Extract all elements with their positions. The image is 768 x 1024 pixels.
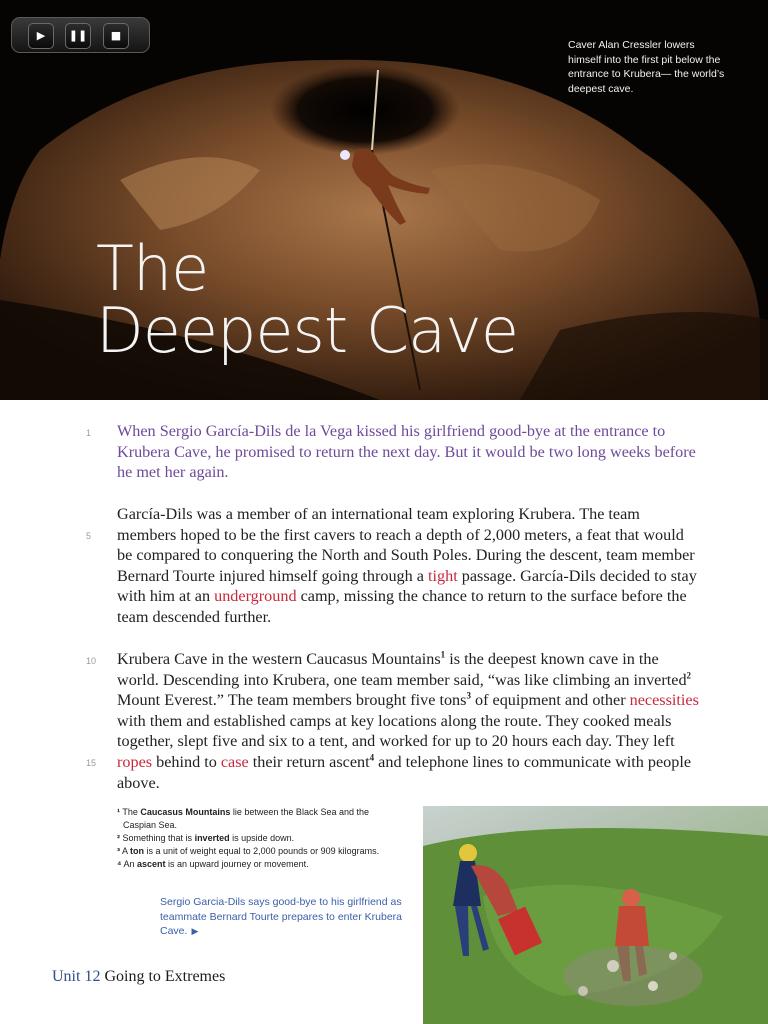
footnote-ref: 1: [440, 649, 446, 660]
text-run: García-Dils was a member of an international team exploring Krubera. The team members hoped to be the first cavers to reach a depth of 2,000 meters, a feat that would be compared to conquering the North and South Poles. During the descent, team member Bernard Tourte injured himself going through a: [117, 505, 695, 585]
footnote-text: The: [122, 807, 141, 817]
media-controls: [11, 17, 150, 53]
footnote-text: An: [123, 859, 137, 869]
text-run: and telephone lines to communicate with people above.: [117, 752, 692, 792]
footnote-term: ton: [130, 846, 145, 856]
text-run: Krubera Cave in the western Caucasus Mountains: [117, 650, 441, 668]
text-run: Mount Everest.” The team members brought five tons: [117, 691, 467, 710]
glossary-word-underground[interactable]: underground: [214, 587, 297, 606]
paragraph-3: [117, 649, 702, 793]
footnote-term: inverted: [194, 833, 230, 843]
text-run: behind to: [152, 752, 221, 771]
footnote-text: is a unit of weight equal to 2,000 pounds or 909 kilograms.: [144, 846, 380, 856]
footnote-text: is upside down.: [229, 833, 295, 843]
glossary-word-case[interactable]: case: [220, 752, 249, 771]
footnote-number: ⁴: [117, 859, 122, 869]
footnote: [117, 806, 407, 832]
footnote-ref: 4: [369, 752, 375, 763]
footnote-ref: 2: [686, 670, 692, 681]
stop-icon[interactable]: ■: [103, 23, 129, 49]
footnote: [117, 845, 407, 858]
arrow-right-icon: ▶: [191, 926, 199, 936]
hero-photo: [0, 0, 768, 400]
text-run: of equipment and other: [470, 691, 630, 710]
footnote-text: lie between the Black Sea and the: [230, 807, 369, 817]
footnote-number: ³: [117, 846, 120, 856]
footnote-text: Something that is: [122, 833, 195, 843]
footnote-ref: 3: [466, 690, 471, 701]
photo-caption: [160, 895, 405, 939]
footnote-term: ascent: [136, 859, 166, 869]
cave-entrance-photo: [423, 806, 768, 1024]
hillside-illustration: [423, 806, 768, 1024]
footnotes: [117, 806, 407, 871]
text-run: with them and established camps at key locations along the route. They cooked meals together, slept five and six to a tent, and worked for up to 20 hours each day. They left: [117, 711, 675, 751]
hero-caption: Caver Alan Cressler lowers himself into the first pit below the entrance to Krubera— the world’s deepest cave.: [568, 39, 725, 95]
glossary-word-tight[interactable]: tight: [428, 566, 458, 585]
unit-number: Unit 12: [52, 968, 101, 985]
title-line-1: The: [96, 232, 209, 305]
line-number: 15: [86, 758, 97, 768]
pause-icon[interactable]: ❚❚: [65, 23, 91, 49]
text-run: camp, missing the chance to return to the surface before the team descended further.: [117, 587, 687, 626]
glossary-word-ropes[interactable]: ropes: [117, 752, 153, 771]
play-icon[interactable]: ▶: [28, 23, 54, 49]
photo-caption-text: Sergio Garcia-Dils says good-bye to his girlfriend as teammate Bernard Tourte prepares to enter Krubera Cave.: [160, 896, 403, 937]
page-footer: [52, 968, 225, 986]
glossary-word-necessities[interactable]: necessities: [629, 691, 699, 710]
footnote-number: ²: [117, 833, 120, 843]
footnote-term: Caucasus Mountains: [140, 807, 231, 817]
footnote-text: A: [122, 846, 131, 856]
footnote-text: Caspian Sea.: [123, 820, 178, 830]
title-line-2: Deepest Cave: [96, 294, 518, 367]
unit-title: Going to Extremes: [104, 968, 226, 985]
text-run: their return ascent: [248, 752, 370, 771]
text-run: passage. García-Dils decided to stay with him at an: [117, 566, 697, 606]
footnote: [117, 832, 407, 845]
text-run: is the deepest known cave in the world. Descending into Krubera, one team member said, “was like climbing an inverted: [117, 650, 687, 689]
footnote-text: is an upward journey or movement.: [165, 859, 309, 869]
intro-paragraph: When Sergio García-Dils de la Vega kissed his girlfriend good-bye at the entrance to Krubera Cave, he promised to return the next day. But it would be two long weeks before he met her again.: [117, 422, 696, 482]
line-number: 1: [86, 428, 92, 438]
line-number: 10: [86, 656, 97, 666]
footnote: [117, 858, 407, 871]
paragraph-2: [117, 504, 702, 628]
footnote-number: ¹: [117, 807, 120, 817]
page-title: [96, 232, 518, 367]
line-number: 5: [86, 531, 92, 541]
